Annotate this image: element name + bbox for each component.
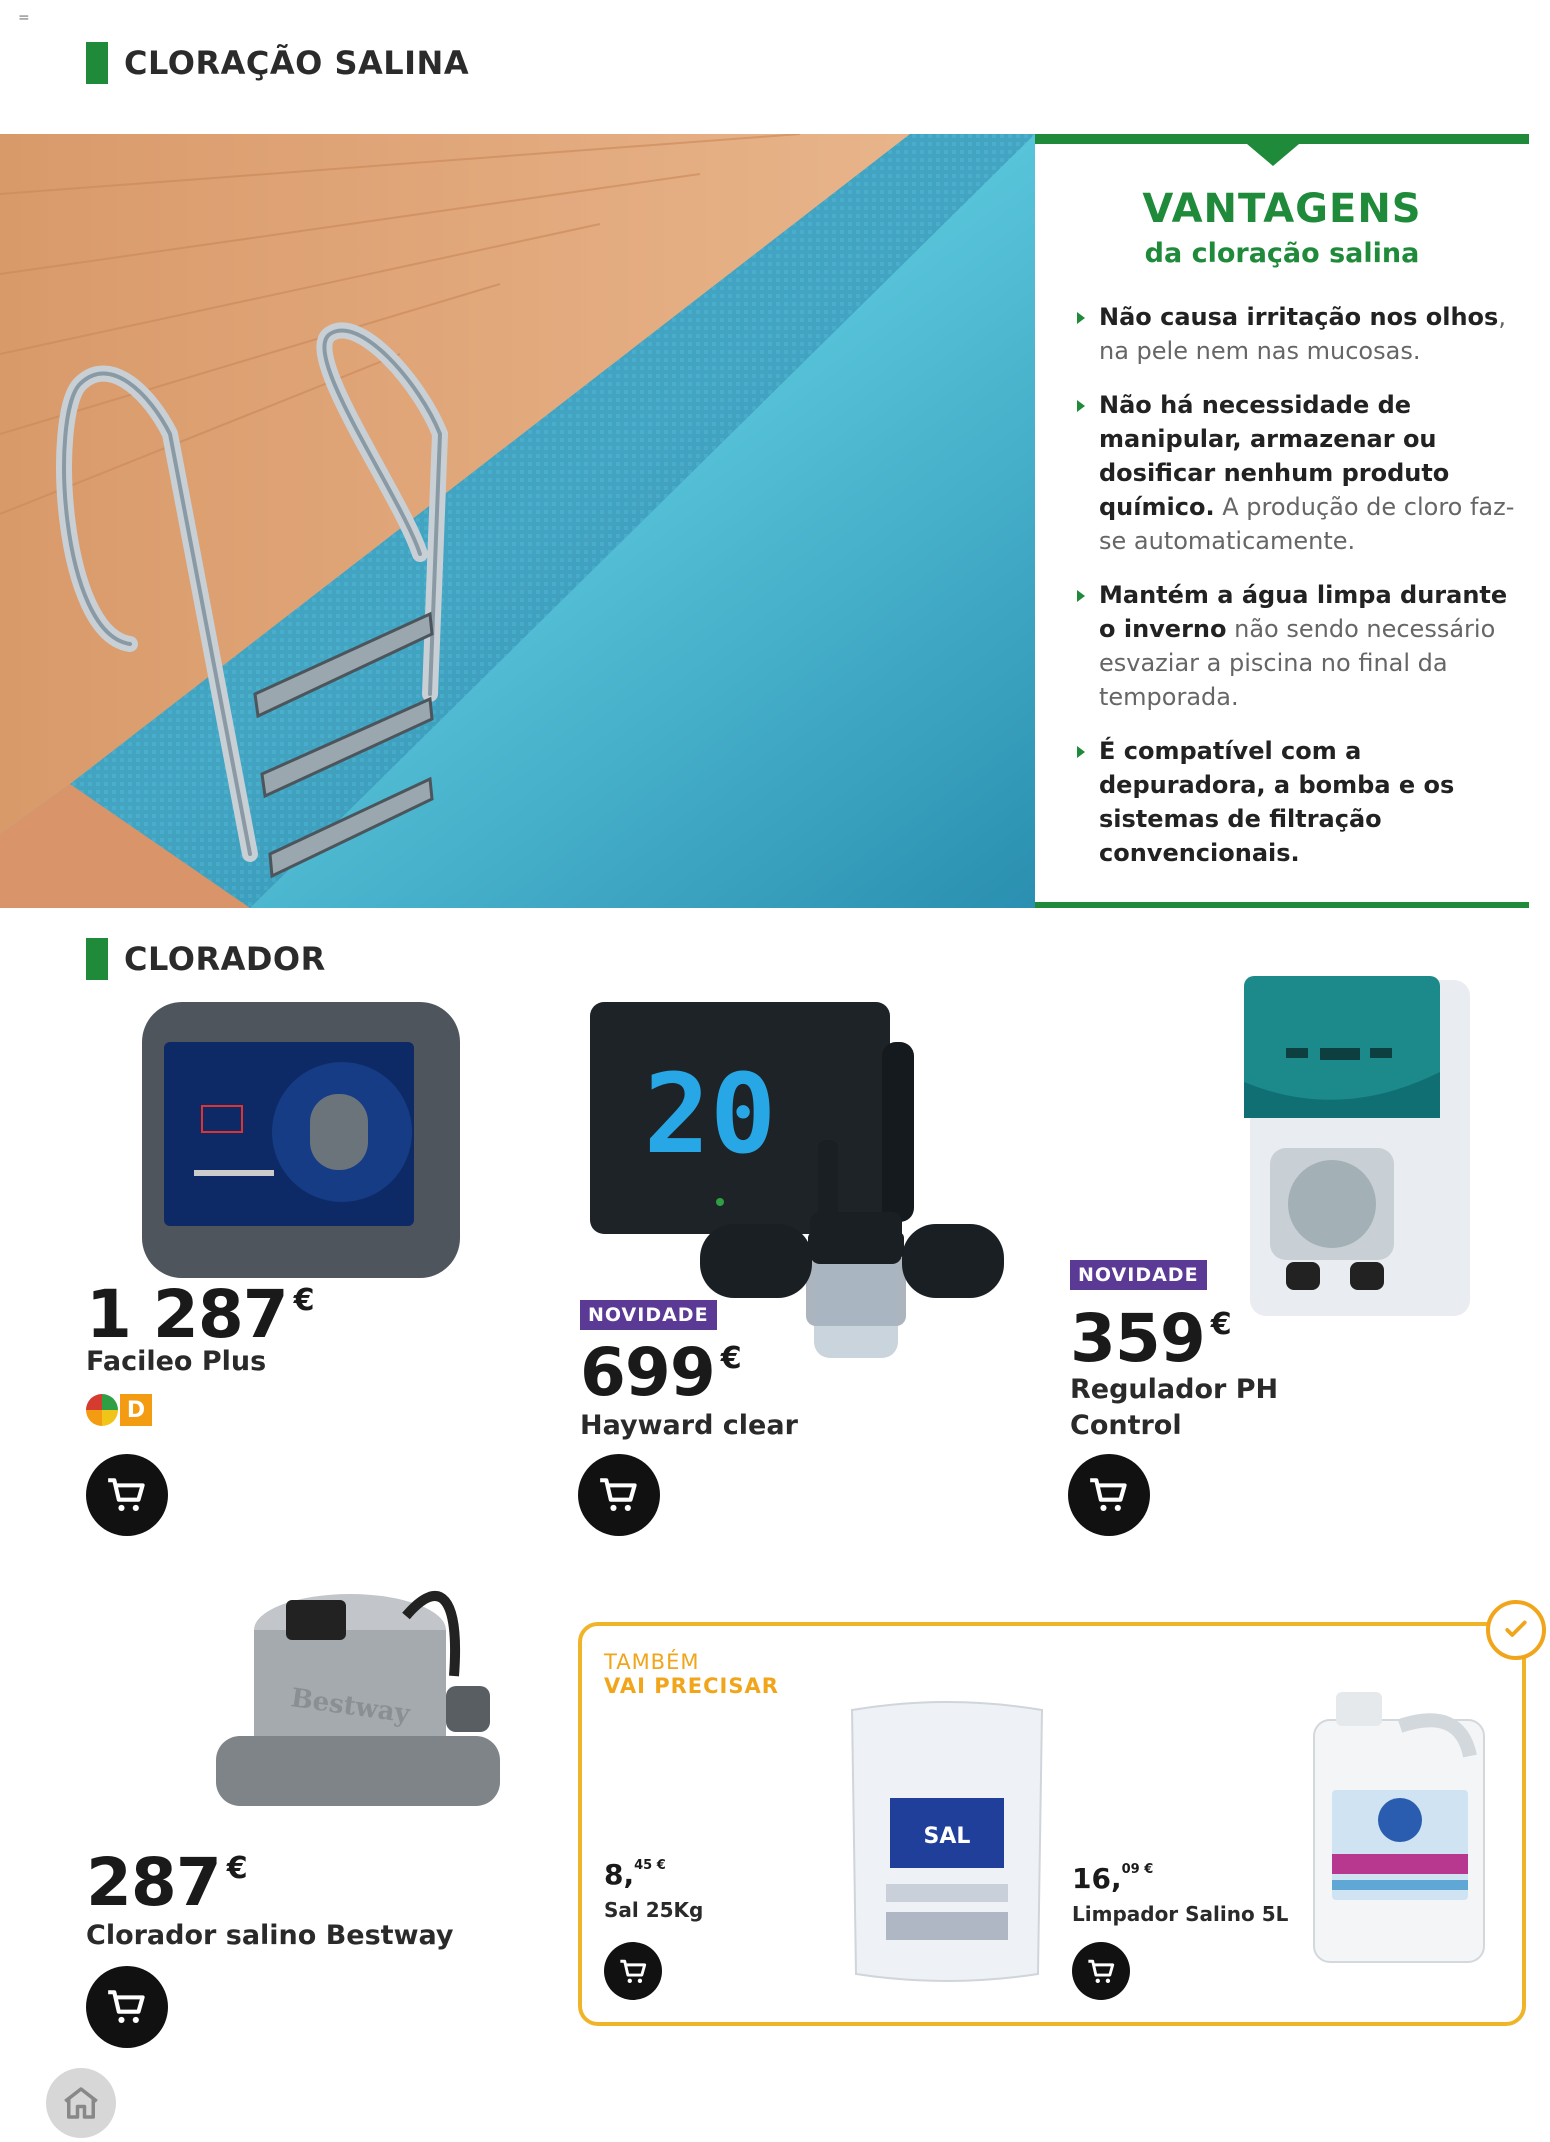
price-limpador: 16,$^{09 €}$ (1072, 1862, 1154, 1895)
name-facileo: Facileo Plus (86, 1346, 267, 1377)
product-image-bestway[interactable] (210, 1556, 514, 1826)
add-to-cart-button-facileo[interactable] (86, 1454, 168, 1536)
section-header-clorador (86, 938, 326, 980)
cart-icon (102, 1982, 151, 2031)
section-title: CLORAÇÃO SALINA (124, 44, 470, 82)
energy-class-badge: D (120, 1394, 152, 1426)
name-limpador: Limpador Salino 5L (1072, 1902, 1289, 1926)
svg-text:20: 20 (643, 1050, 777, 1178)
bullet-arrow-icon (1077, 746, 1085, 758)
advantages-title: VANTAGENS (1142, 186, 1422, 232)
pool-image (0, 134, 1035, 908)
novidade-badge: NOVIDADE (1070, 1260, 1207, 1290)
advantages-panel (1035, 134, 1529, 908)
cart-icon (1084, 1954, 1119, 1989)
section-bar (86, 42, 108, 84)
cart-icon (594, 1470, 643, 1519)
pool-illustration (0, 134, 1035, 908)
bullet-arrow-icon (1077, 590, 1085, 602)
section-header-cloracao (86, 42, 469, 84)
section-title: CLORADOR (124, 940, 326, 978)
add-to-cart-button-limpador[interactable] (1072, 1942, 1130, 2000)
cart-icon (102, 1470, 151, 1519)
name-sal: Sal 25Kg (604, 1898, 704, 1922)
product-image-sal[interactable] (842, 1698, 1052, 1984)
name-hayward: Hayward clear (580, 1410, 798, 1441)
add-to-cart-button-hayward[interactable] (578, 1454, 660, 1536)
advantage-item: Mantém a água limpa durante o inverno não sendo necessário esvaziar a piscina no final da temporada. (1075, 578, 1515, 714)
product-image-facileo[interactable] (142, 1002, 460, 1278)
check-badge-icon (1486, 1600, 1546, 1660)
section-bar (86, 938, 108, 980)
also-need-box (578, 1622, 1526, 2026)
svg-text:Bestway: Bestway (289, 1683, 412, 1730)
panel-top-line (1035, 134, 1529, 144)
price-hayward: 699 € (580, 1334, 741, 1411)
price-sal: 8,$^{45 €}$ (604, 1858, 666, 1891)
name-regulador: Regulador PH Control (1070, 1374, 1279, 1441)
product-image-limpador[interactable] (1310, 1686, 1488, 1966)
price-bestway: 287 € (86, 1844, 247, 1921)
advantage-item: Não há necessidade de manipular, armazenar ou dosificar nenhum produto químico. A produção de cloro faz-se automaticamente. (1075, 388, 1515, 558)
svg-text:SAL: SAL (923, 1824, 971, 1849)
also-kicker-bottom: VAI PRECISAR (604, 1674, 779, 1698)
novidade-badge: NOVIDADE (580, 1300, 717, 1330)
cart-icon (616, 1954, 651, 1989)
add-to-cart-button-sal[interactable] (604, 1942, 662, 2000)
cart-icon (1084, 1470, 1133, 1519)
energy-efficiency-icon (86, 1394, 118, 1426)
price-facileo: 1 287 € (86, 1276, 314, 1353)
home-button[interactable] (46, 2068, 116, 2138)
energy-label (86, 1394, 152, 1426)
advantages-subtitle: da cloração salina (1144, 238, 1420, 269)
bullet-arrow-icon (1077, 400, 1085, 412)
advantage-item: Não causa irritação nos olhos, na pele nem nas mucosas. (1075, 300, 1515, 368)
advantages-list (1075, 300, 1515, 890)
corner-mark: = (18, 10, 30, 26)
home-icon (60, 2082, 102, 2124)
add-to-cart-button-bestway[interactable] (86, 1966, 168, 2048)
advantage-item: É compatível com a depuradora, a bomba e os sistemas de filtração convencionais. (1075, 734, 1515, 870)
panel-notch (1247, 144, 1299, 166)
also-kicker-top: TAMBÉM (604, 1650, 700, 1674)
price-regulador: 359 € (1070, 1300, 1231, 1377)
add-to-cart-button-regulador[interactable] (1068, 1454, 1150, 1536)
product-image-regulador[interactable] (1240, 972, 1480, 1326)
name-bestway: Clorador salino Bestway (86, 1920, 454, 1951)
bullet-arrow-icon (1077, 312, 1085, 324)
panel-bottom-line (1035, 902, 1529, 908)
